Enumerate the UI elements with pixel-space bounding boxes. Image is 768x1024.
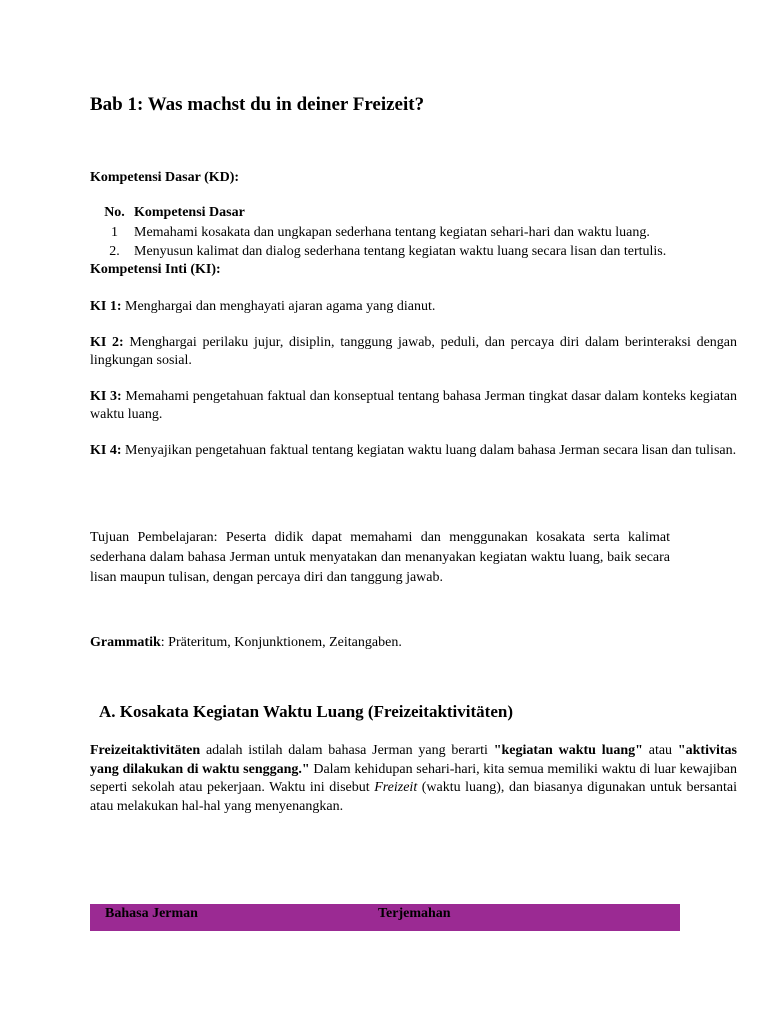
table-row <box>95 223 666 243</box>
ki-item <box>90 334 737 370</box>
grammatik-label: Grammatik <box>90 635 161 650</box>
para-quote-2: "aktivitas yang dilakukan di waktu senggang." <box>90 743 737 777</box>
ki-text: Memahami pengetahuan faktual dan konseptual tentang bahasa Jerman tingkat dasar dalam konteks kegiatan waktu luang. <box>90 389 738 422</box>
kd-col-kd: Kompetensi Dasar <box>134 205 245 220</box>
kd-row-text: Menyusun kalimat dan dialog sederhana tentang kegiatan waktu luang secara lisan dan tertulis. <box>134 244 667 259</box>
ki-label: KI 1: <box>90 299 122 314</box>
intro-paragraph <box>90 742 737 816</box>
para-text: Dalam kehidupan sehari-hari, kita semua memiliki waktu di luar kewajiban seperti sekolah atau pekerjaan. Waktu ini disebut <box>90 761 737 795</box>
para-italic-term: Freizeit <box>374 780 418 795</box>
section-a-heading: A. Kosakata Kegiatan Waktu Luang (Freizeitaktivitäten) <box>99 702 513 721</box>
para-text: atau <box>642 743 678 758</box>
para-text: (waktu luang), dan biasanya digunakan untuk bersantai atau melakukan hal-hal yang menyenangkan. <box>90 780 737 814</box>
ki-item <box>90 298 737 316</box>
ki-text: Menghargai dan menghayati ajaran agama yang dianut. <box>125 299 436 314</box>
tujuan-paragraph: Tujuan Pembelajaran: Peserta didik dapat memahami dan menggunakan kosakata serta kalimat sederhana dalam bahasa Jerman untuk menyatakan dan menanyakan kegiatan waktu luang, baik secara lisan maupun tulisan, dengan percaya diri dan tanggung jawab. <box>90 530 670 585</box>
kd-row-text: Memahami kosakata dan ungkapan sederhana tentang kegiatan sehari-hari dan waktu luang. <box>134 224 650 240</box>
kd-heading: Kompetensi Dasar (KD): <box>90 170 240 185</box>
ki-heading: Kompetensi Inti (KI): <box>90 262 221 277</box>
para-text: adalah istilah dalam bahasa Jerman yang berarti <box>200 743 494 758</box>
ki-item <box>90 442 737 460</box>
col-terjemahan: Terjemahan <box>378 906 451 921</box>
para-term: Freizeitaktivitäten <box>90 743 201 758</box>
ki-text: Menghargai perilaku jujur, disiplin, tanggung jawab, peduli, dan percaya diri dalam berinteraksi dengan lingkungan sosial. <box>90 335 738 368</box>
page-title: Bab 1: Was machst du in deiner Freizeit? <box>90 94 425 115</box>
kd-row-no: 1 <box>111 224 118 240</box>
col-bahasa-jerman: Bahasa Jerman <box>105 906 198 921</box>
kd-table-header <box>95 203 666 223</box>
kd-col-no: No. <box>104 205 125 220</box>
vocab-table-header <box>90 904 680 931</box>
grammatik-line <box>90 635 402 651</box>
ki-label: KI 2: <box>90 335 124 350</box>
para-quote-1: "kegiatan waktu luang" <box>493 743 643 758</box>
ki-text: Menyajikan pengetahuan faktual tentang kegiatan waktu luang dalam bahasa Jerman secara lisan dan tulisan. <box>125 443 737 458</box>
kd-table <box>95 203 666 262</box>
table-row <box>95 242 666 262</box>
kd-row-no: 2. <box>109 244 120 259</box>
ki-label: KI 4: <box>90 443 122 458</box>
ki-item <box>90 388 737 424</box>
grammatik-text: : Präteritum, Konjunktionem, Zeitangaben. <box>160 635 402 650</box>
ki-label: KI 3: <box>90 389 122 404</box>
